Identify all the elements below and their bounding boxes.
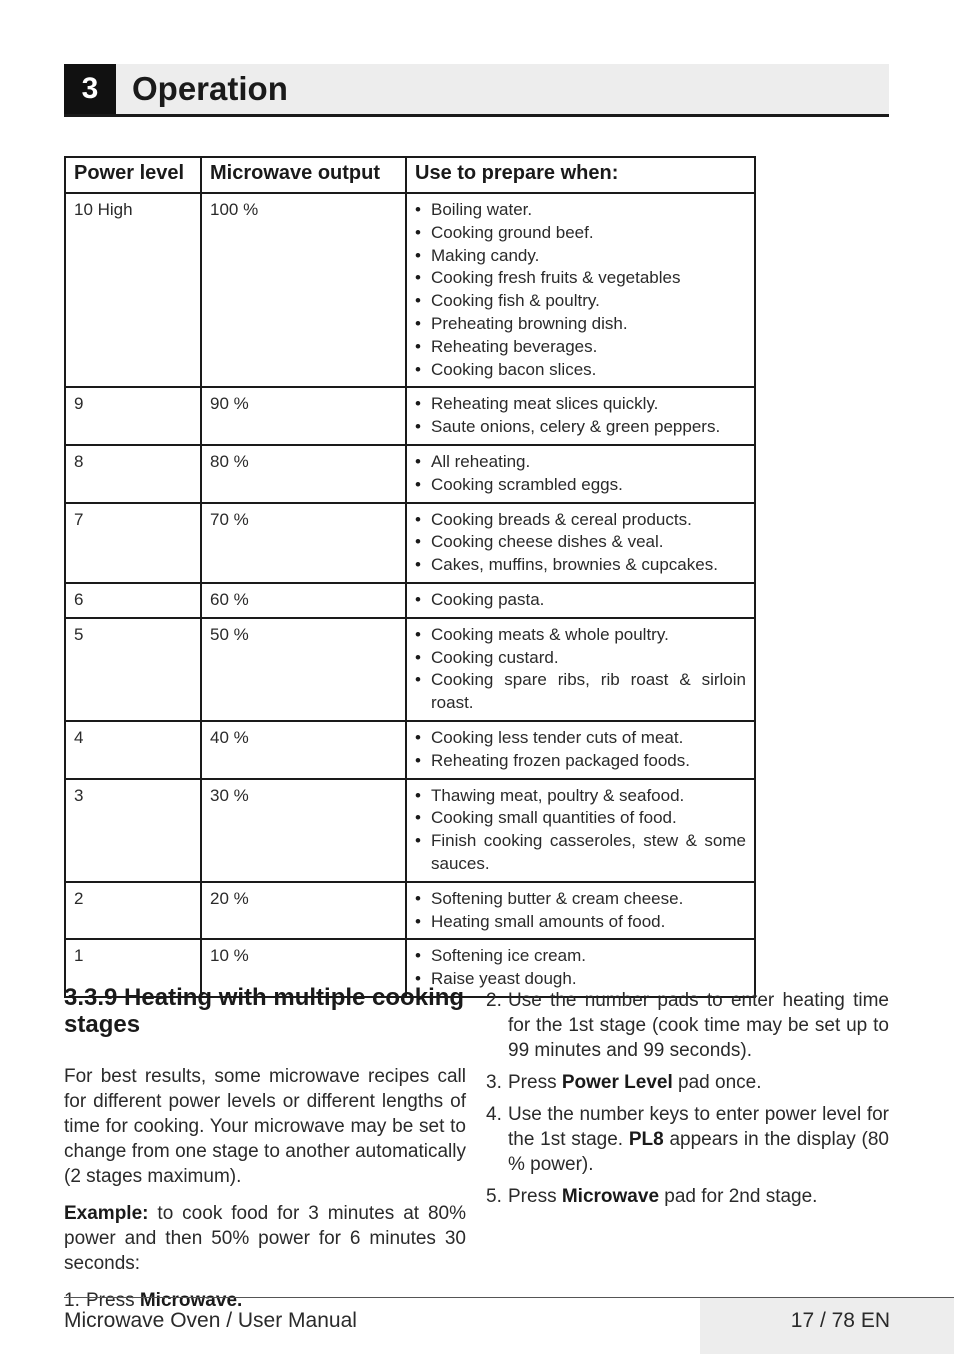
chapter-header	[64, 64, 889, 117]
use-item: • Cooking custard.	[415, 647, 746, 670]
step-keyword: Microwave.	[139, 1290, 243, 1311]
steps-list-right	[486, 988, 889, 1209]
example-paragraph	[64, 1201, 466, 1276]
power-level-cell: 6	[65, 583, 201, 618]
use-item: • Cooking fresh fruits & vegetables	[415, 267, 746, 290]
use-item: • Reheating beverages.	[415, 336, 746, 359]
uses-cell	[406, 882, 755, 940]
output-cell: 50 %	[201, 618, 406, 721]
step-number: 3.	[486, 1072, 502, 1093]
header-power-level: Power level	[65, 157, 201, 193]
table-row	[65, 583, 755, 618]
power-level-table	[64, 156, 756, 998]
use-item: • Cooking less tender cuts of meat.	[415, 727, 746, 750]
use-item: • Cooking pasta.	[415, 589, 746, 612]
intro-paragraph: For best results, some microwave recipes call for different power levels or different lengths of time for cooking. Your microwave may be set to change from one stage to another automatically (2 stages maximum).	[64, 1066, 466, 1187]
step-number: 2.	[486, 990, 502, 1011]
uses-cell	[406, 503, 755, 583]
output-cell: 70 %	[201, 503, 406, 583]
use-item: • Finish cooking casseroles, stew & some sauces.	[415, 830, 746, 876]
use-item: • Cooking meats & whole poultry.	[415, 624, 746, 647]
use-item: • Softening butter & cream cheese.	[415, 888, 746, 911]
use-item: • Reheating meat slices quickly.	[415, 393, 746, 416]
use-item: • Cakes, muffins, brownies & cupcakes.	[415, 554, 746, 577]
step-keyword: PL8	[628, 1129, 664, 1150]
step-item: 4. Use the number keys to enter power level for the 1st stage. PL8 appears in the display (80 % power).	[486, 1104, 889, 1175]
use-item: • Cooking scrambled eggs.	[415, 474, 746, 497]
table-row	[65, 193, 755, 387]
uses-cell	[406, 721, 755, 779]
output-cell: 80 %	[201, 445, 406, 503]
table-row	[65, 779, 755, 882]
power-level-cell: 3	[65, 779, 201, 882]
step-keyword: Power Level	[561, 1072, 673, 1093]
right-column	[486, 988, 889, 1216]
use-item: • Cooking fish & poultry.	[415, 290, 746, 313]
output-cell: 90 %	[201, 387, 406, 445]
table-row	[65, 503, 755, 583]
use-item: • Saute onions, celery & green peppers.	[415, 416, 746, 439]
use-item: • Cooking cheese dishes & veal.	[415, 531, 746, 554]
use-item: • Cooking spare ribs, rib roast & sirloin roast.	[415, 669, 746, 715]
table-header-row	[65, 157, 755, 193]
table-row	[65, 445, 755, 503]
use-item: • All reheating.	[415, 451, 746, 474]
footer-title: Microwave Oven / User Manual	[64, 1309, 357, 1332]
power-level-cell: 4	[65, 721, 201, 779]
power-level-cell: 7	[65, 503, 201, 583]
table-row	[65, 882, 755, 940]
section-heading: 3.3.9 Heating with multiple cooking stages	[64, 984, 465, 1038]
table-row	[65, 721, 755, 779]
step-keyword: Microwave	[561, 1186, 660, 1207]
page-number: 17 / 78 EN	[790, 1309, 890, 1332]
use-item: • Boiling water.	[415, 199, 746, 222]
example-text: to cook food for 3 minutes at 80% power and then 50% power for 6 minutes 30 seconds:	[64, 1203, 466, 1274]
output-cell: 20 %	[201, 882, 406, 940]
example-label: Example:	[64, 1203, 149, 1224]
chapter-title: Operation	[132, 70, 288, 107]
use-item: • Cooking breads & cereal products.	[415, 509, 746, 532]
uses-cell	[406, 193, 755, 387]
header-microwave-output: Microwave output	[201, 157, 406, 193]
table-row	[65, 387, 755, 445]
chapter-number: 3	[64, 64, 116, 114]
use-item: • Thawing meat, poultry & seafood.	[415, 785, 746, 808]
uses-cell	[406, 583, 755, 618]
use-item: • Making candy.	[415, 245, 746, 268]
power-level-cell: 10 High	[65, 193, 201, 387]
step-item: 5. Press Microwave pad for 2nd stage.	[486, 1186, 818, 1207]
power-level-cell: 8	[65, 445, 201, 503]
step-number: 1.	[64, 1290, 80, 1311]
step-number: 4.	[486, 1104, 502, 1125]
output-cell: 100 %	[201, 193, 406, 387]
use-item: • Reheating frozen packaged foods.	[415, 750, 746, 773]
output-cell: 10 %	[201, 939, 406, 997]
power-level-cell: 9	[65, 387, 201, 445]
left-column	[64, 984, 466, 1320]
power-level-cell: 2	[65, 882, 201, 940]
use-item: • Preheating browning dish.	[415, 313, 746, 336]
use-item: • Cooking ground beef.	[415, 222, 746, 245]
use-item: • Softening ice cream.	[415, 945, 746, 968]
uses-cell	[406, 618, 755, 721]
step-number: 5.	[486, 1186, 502, 1207]
output-cell: 40 %	[201, 721, 406, 779]
table-row	[65, 618, 755, 721]
use-item: • Cooking small quantities of food.	[415, 807, 746, 830]
uses-cell	[406, 779, 755, 882]
uses-cell	[406, 445, 755, 503]
step-item: 3. Press Power Level pad once.	[486, 1072, 762, 1093]
use-item: • Raise yeast dough.	[415, 968, 746, 991]
uses-cell	[406, 387, 755, 445]
use-item: • Heating small amounts of food.	[415, 911, 746, 934]
use-item: • Cooking bacon slices.	[415, 359, 746, 382]
power-level-cell: 1	[65, 939, 201, 997]
output-cell: 60 %	[201, 583, 406, 618]
header-use-to-prepare: Use to prepare when:	[406, 157, 755, 193]
step-item: 1. Press Microwave.	[64, 1290, 243, 1311]
step-item: 2. Use the number pads to enter heating time for the 1st stage (cook time may be set up to 99 minutes and 99 seconds).	[486, 990, 889, 1061]
output-cell: 30 %	[201, 779, 406, 882]
power-level-cell: 5	[65, 618, 201, 721]
